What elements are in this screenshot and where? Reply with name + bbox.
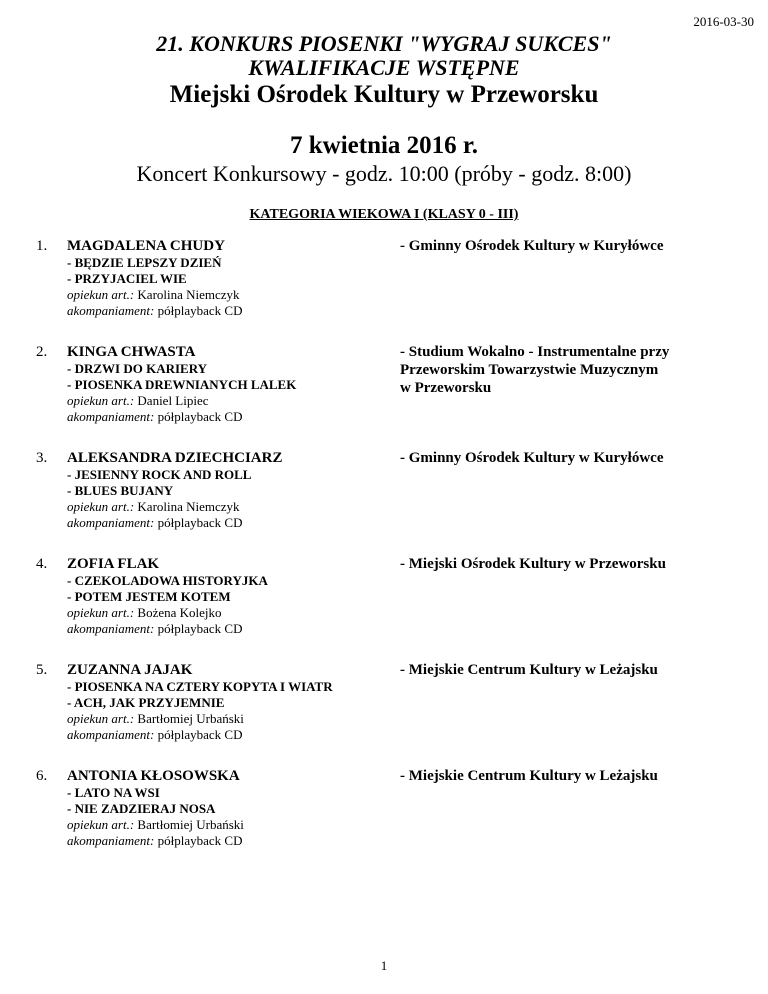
tutor-label: opiekun art.: <box>67 499 135 514</box>
organization <box>400 661 740 679</box>
song-list <box>67 573 268 605</box>
tutor-line <box>67 499 240 515</box>
participant-name: ANTONIA KŁOSOWSKA <box>67 768 240 784</box>
accompaniment-line <box>67 727 242 743</box>
participant-entry <box>0 237 768 343</box>
accompaniment-label: akompaniament: <box>67 727 155 742</box>
song-title: - ACH, JAK PRZYJEMNIE <box>67 695 225 710</box>
organization <box>400 449 740 467</box>
organization <box>400 343 740 397</box>
participant-entry <box>0 449 768 555</box>
organization-line: - Gminny Ośrodek Kultury w Kuryłówce <box>400 450 664 466</box>
accompaniment-line <box>67 303 242 319</box>
entry-number: 1. <box>36 238 48 254</box>
participant-entry <box>0 343 768 449</box>
tutor-name: Karolina Niemczyk <box>137 499 240 514</box>
accompaniment-value: półplayback CD <box>157 621 243 636</box>
participant-entry <box>0 661 768 767</box>
age-category: KATEGORIA WIEKOWA I (KLASY 0 - III) <box>249 207 519 222</box>
tutor-line <box>67 287 240 303</box>
accompaniment-label: akompaniament: <box>67 621 155 636</box>
accompaniment-value: półplayback CD <box>157 727 243 742</box>
participant-name: ALEKSANDRA DZIECHCIARZ <box>67 450 283 466</box>
organization <box>400 555 740 573</box>
song-title: - CZEKOLADOWA HISTORYJKA <box>67 573 268 588</box>
organization-line: w Przeworsku <box>400 380 492 396</box>
organization-line: - Miejskie Centrum Kultury w Leżajsku <box>400 768 658 784</box>
song-title: - PIOSENKA NA CZTERY KOPYTA I WIATR <box>67 679 333 694</box>
organization <box>400 767 740 785</box>
song-list <box>67 679 333 711</box>
participant-name: ZOFIA FLAK <box>67 556 160 572</box>
entry-number: 6. <box>36 768 48 784</box>
organization-line: Przeworskim Towarzystwie Muzycznym <box>400 362 659 378</box>
song-list <box>67 255 221 287</box>
song-list <box>67 785 215 817</box>
tutor-label: opiekun art.: <box>67 393 135 408</box>
organizer-title: Miejski Ośrodek Kultury w Przeworsku <box>169 81 599 108</box>
document-header <box>0 32 768 224</box>
participant-name: ZUZANNA JAJAK <box>67 662 193 678</box>
entry-number: 2. <box>36 344 48 360</box>
tutor-name: Bartłomiej Urbański <box>137 817 244 832</box>
document-date: 2016-03-30 <box>693 14 754 29</box>
participants-list <box>0 237 768 873</box>
accompaniment-value: półplayback CD <box>157 303 243 318</box>
tutor-line <box>67 711 244 727</box>
entry-number: 4. <box>36 556 48 572</box>
tutor-name: Daniel Lipiec <box>137 393 209 408</box>
organization-line: - Gminny Ośrodek Kultury w Kuryłówce <box>400 238 664 254</box>
event-date: 7 kwietnia 2016 r. <box>290 132 478 159</box>
song-title: - BLUES BUJANY <box>67 483 174 498</box>
song-list <box>67 467 251 499</box>
contest-title: 21. KONKURS PIOSENKI "WYGRAJ SUKCES" <box>156 31 612 56</box>
tutor-name: Karolina Niemczyk <box>137 287 240 302</box>
song-title: - PRZYJACIEL WIE <box>67 271 187 286</box>
song-title: - JESIENNY ROCK AND ROLL <box>67 467 252 482</box>
accompaniment-value: półplayback CD <box>157 515 243 530</box>
accompaniment-value: półplayback CD <box>157 409 243 424</box>
song-title: - DRZWI DO KARIERY <box>67 361 208 376</box>
organization-line: - Miejskie Centrum Kultury w Leżajsku <box>400 662 658 678</box>
participant-entry <box>0 767 768 873</box>
song-title: - POTEM JESTEM KOTEM <box>67 589 231 604</box>
organization-line: - Studium Wokalno - Instrumentalne przy <box>400 344 670 360</box>
accompaniment-label: akompaniament: <box>67 409 155 424</box>
accompaniment-line <box>67 409 242 425</box>
song-title: - LATO NA WSI <box>67 785 160 800</box>
qualification-title: KWALIFIKACJE WSTĘPNE <box>248 55 520 80</box>
song-title: - NIE ZADZIERAJ NOSA <box>67 801 216 816</box>
entry-number: 3. <box>36 450 48 466</box>
participant-name: MAGDALENA CHUDY <box>67 238 225 254</box>
tutor-label: opiekun art.: <box>67 711 135 726</box>
tutor-line <box>67 393 209 409</box>
concert-time: Koncert Konkursowy - godz. 10:00 (próby - godz. 8:00) <box>136 161 632 186</box>
tutor-label: opiekun art.: <box>67 287 135 302</box>
accompaniment-label: akompaniament: <box>67 303 155 318</box>
accompaniment-label: akompaniament: <box>67 515 155 530</box>
accompaniment-line <box>67 621 242 637</box>
accompaniment-label: akompaniament: <box>67 833 155 848</box>
page-number: 1 <box>380 958 388 973</box>
tutor-label: opiekun art.: <box>67 817 135 832</box>
song-title: - PIOSENKA DREWNIANYCH LALEK <box>67 377 297 392</box>
song-title: - BĘDZIE LEPSZY DZIEŃ <box>67 255 222 270</box>
tutor-name: Bartłomiej Urbański <box>137 711 244 726</box>
participant-name: KINGA CHWASTA <box>67 344 196 360</box>
song-list <box>67 361 296 393</box>
organization-line: - Miejski Ośrodek Kultury w Przeworsku <box>400 556 666 572</box>
tutor-line <box>67 817 244 833</box>
tutor-line <box>67 605 222 621</box>
accompaniment-line <box>67 515 242 531</box>
tutor-label: opiekun art.: <box>67 605 135 620</box>
participant-entry <box>0 555 768 661</box>
tutor-name: Bożena Kolejko <box>137 605 222 620</box>
accompaniment-value: półplayback CD <box>157 833 243 848</box>
entry-number: 5. <box>36 662 48 678</box>
accompaniment-line <box>67 833 242 849</box>
organization <box>400 237 740 255</box>
